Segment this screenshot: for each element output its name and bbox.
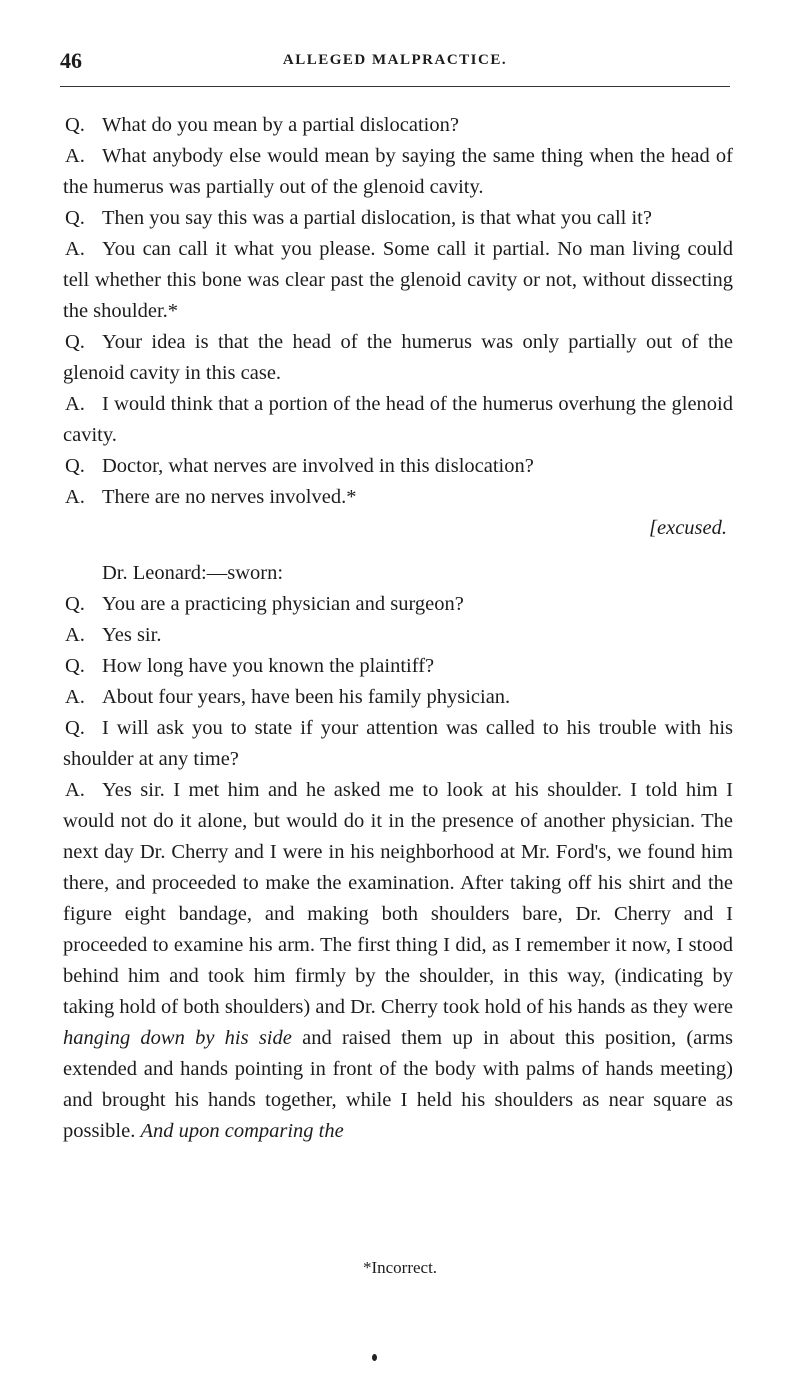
page-header bbox=[60, 44, 730, 84]
paragraph bbox=[63, 110, 733, 141]
paragraph bbox=[63, 651, 733, 682]
paragraph-text-cont: and raised them up in about this position, (arms extended and hands pointing in front of the body with palms of hands meeting) and brought his hands together, while I held his shoulders as near square as possible. bbox=[63, 1027, 734, 1142]
footnote: *Incorrect. bbox=[362, 1258, 438, 1277]
paragraph-text: Yes sir. bbox=[102, 624, 162, 646]
paragraph-text: Then you say this was a partial dislocation, is that what you call it? bbox=[102, 207, 652, 229]
paragraph-text: You can call it what you please. Some call it partial. No man living could tell whether this bone was clear past the glenoid cavity or not, without dissecting the shoulder.* bbox=[63, 238, 733, 322]
paragraph bbox=[63, 451, 733, 482]
paragraph-text: You are a practicing physician and surgeon? bbox=[102, 593, 464, 615]
paragraph bbox=[63, 327, 733, 389]
speaker-label: Q. bbox=[65, 207, 85, 229]
speaker-label: Q. bbox=[65, 717, 85, 739]
speaker-label: A. bbox=[65, 145, 85, 167]
excused-note: [excused. bbox=[649, 517, 727, 539]
paragraph-text: I would think that a portion of the head of the humerus overhung the glenoid cavity. bbox=[63, 393, 733, 446]
speaker-label: A. bbox=[65, 624, 85, 646]
paragraph-text: There are no nerves involved.* bbox=[102, 486, 357, 508]
paragraph-text: Your idea is that the head of the humerus was only partially out of the glenoid cavity in this case. bbox=[63, 331, 733, 384]
paragraph-text: Yes sir. I met him and he asked me to look at his shoulder. I told him I would not do it alone, but would do it in the presence of another physician. The next day Dr. Cherry and I were in his neighborhood at Mr. Ford's, we found him there, and proceeded to make the examination. After taking off his shirt and the figure eight bandage, and making both shoulders bare, Dr. Cherry and I proceeded to examine his arm. The first thing I did, as I remember it now, I stood behind him and took him firmly by the shoulder, in this way, (indicating by taking hold of both shoulders) and Dr. Cherry took hold of his hands as they were bbox=[63, 779, 733, 1018]
paragraph-text: How long have you known the plaintiff? bbox=[102, 655, 435, 677]
section-gap bbox=[63, 544, 733, 558]
page-number: 46 bbox=[60, 48, 82, 73]
speaker-label: Q. bbox=[65, 593, 85, 615]
paragraph bbox=[63, 589, 733, 620]
speaker-label: A. bbox=[65, 779, 85, 801]
paragraph bbox=[63, 234, 733, 327]
speaker-label: A. bbox=[65, 686, 85, 708]
speaker-label: Q. bbox=[65, 655, 85, 677]
paragraph bbox=[63, 682, 733, 713]
paragraph-text: About four years, have been his family physician. bbox=[102, 686, 511, 708]
speaker-label: Q. bbox=[65, 114, 85, 136]
witness-text: Dr. Leonard:—sworn: bbox=[102, 562, 284, 584]
paragraph-text: What do you mean by a partial dislocation? bbox=[102, 114, 459, 136]
paragraph-text: Doctor, what nerves are involved in this dislocation? bbox=[102, 455, 534, 477]
paragraph bbox=[63, 203, 733, 234]
paragraph bbox=[63, 713, 733, 775]
paragraph bbox=[63, 620, 733, 651]
speaker-label: Q. bbox=[65, 455, 85, 477]
paragraph-text: I will ask you to state if your attention was called to his trouble with his shoulder at any time? bbox=[63, 717, 733, 770]
ink-dot bbox=[372, 1354, 377, 1361]
paragraph-text: What anybody else would mean by saying the same thing when the head of the humerus was partially out of the glenoid cavity. bbox=[63, 145, 733, 198]
header-rule bbox=[60, 86, 730, 87]
italic-text: hanging down by his side bbox=[63, 1027, 292, 1049]
paragraph bbox=[63, 389, 733, 451]
page-body bbox=[63, 110, 733, 1147]
paragraph bbox=[63, 141, 733, 203]
witness-sworn bbox=[63, 558, 733, 589]
speaker-label: Q. bbox=[65, 331, 85, 353]
speaker-label: A. bbox=[65, 238, 85, 260]
speaker-label: A. bbox=[65, 486, 85, 508]
speaker-label: A. bbox=[65, 393, 85, 415]
italic-text: And upon comparing the bbox=[140, 1120, 344, 1142]
paragraph bbox=[63, 775, 733, 1147]
running-title: ALLEGED MALPRACTICE. bbox=[282, 52, 508, 68]
paragraph bbox=[63, 482, 733, 513]
